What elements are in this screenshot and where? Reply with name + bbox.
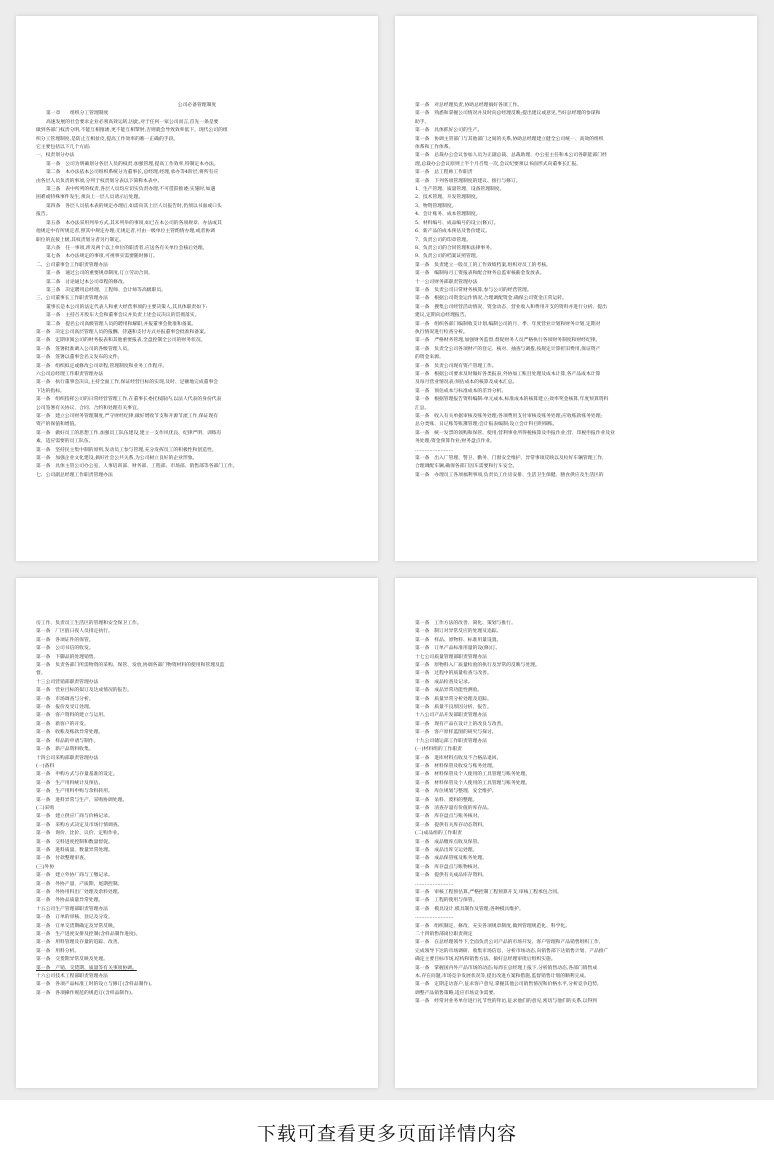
text-line: 第一条 清查存量有价值的库存品。 [415,805,492,811]
text-line: 第一条 交货期异常反映及处理。 [36,957,108,963]
text-line: 第一条 材料保管及个人使用的工具管理与账务处理。 [415,780,531,786]
text-line: 第一条 生产用料统计及预估。 [36,780,104,786]
text-line: 4、会计账务、成本管理制度。 [415,212,481,218]
text-line: 第一条 客户原样蓝图的研究与探讨。 [415,730,497,736]
text-line: 第一条 外协用料出厂处理及余料处理。 [36,890,123,895]
text-line: 第一条 成品出库交运处理。 [415,847,478,853]
text-line: (一)材料组的工作职责 [415,747,462,753]
text-line: 第一条 进料异常与生产、采购协调处理。 [36,797,128,803]
text-line: 第一条 生产进度安排及控制(含样品制作进度)。 [36,932,141,938]
text-line: 第一条 报价及受订处理。 [36,705,94,711]
text-line: 第一条 订单交货期确定及异常反映。 [36,923,118,929]
text-line: 确定主要目标市场,结构和销售方法。搞好总经理审批后组织实施。 [415,957,556,963]
text-line: 第一条 材料保管及个人使用的工具管理与账务处理。 [415,772,531,778]
text-line: 第一条 熟悉和掌握公司情况并及时向总经理反映;提出建议或意见,当好总经理的参谋和 [415,111,601,117]
text-line: 第一章 组织分工管理制度 [46,111,109,117]
text-line: 第一条 预估成本与标准成本的差异分析。 [415,388,507,394]
text-line: 第七条 本办法规定的事项,可视事实需要随时修订。 [46,254,158,260]
text-line: 第一条 决定公司高层管理人员的报酬、待遇和支付方式并报董事会批准和备案。 [36,329,209,335]
text-line: 二十四销售部岗位职责规定 [415,932,473,938]
text-line: 十八公司产品开发部职责管理办法 [415,713,487,719]
text-line: 第一条 外协产量、产质期、尾期控制。 [36,881,123,887]
text-line: 第一条 坚持民主集中制的原则,发动员工参与管理,充分发挥员工的积极性和创造性。 [36,447,217,453]
text-line: 第一条 具体抓好公司的生产。 [415,128,483,134]
text-line: 第一条 进料质量、数量异常处理。 [36,847,113,853]
text-line: 第一条 下脚品的处理销售。 [36,654,99,660]
text-line: 第一条 厂区值日夜人员排定执行。 [36,629,113,635]
text-line: 第一条 库存盘点与账务核对。 [415,814,483,820]
text-line: 第一条 样品、原物料、标准用量设置。 [415,637,502,643]
text-line: 第一条 建立供应厂商与价格记录。 [36,814,113,820]
text-line: 7、负责公司的印章管理。 [415,237,471,243]
text-line: 第一条 各项操作规范的规范订(含样品制作)。 [36,990,136,996]
text-line: 第一条 负责各部门所需物资的采购、保管、发放,协调各部门物资材料的使用和管理及监 [36,663,225,669]
text-line: 第一条 公司书信的收发。 [36,646,94,652]
text-line: 第二条 讨论通过本公司章程的修改。 [46,279,128,285]
text-line: 第一条 总裁办公会议参加人员为正副总裁、总裁助理、办公室主任和本公司各职能部门经 [415,153,607,159]
text-line: 及每月营业情况表;预估成本的核算及成本汇总。 [415,380,518,386]
text-line: 第一条 下列各项管理制度的建议、推行与修订。 [415,178,521,184]
text-line: 第一条 定期审阅公司的财务报表和其他重要报表,全盘控制全公司的财务状况。 [36,338,206,344]
text-line: 他规定中有所规定者,照其中规定办理;无规定者,可由一级单位主管酌情办理,或者协调 [36,229,215,235]
text-line: 第一条 建立外协厂商与工缴记录。 [36,873,113,879]
text-line: 第一条 新客户的开发。 [36,721,89,727]
text-line: 合理调配车辆,确保各部门因车需要和行车安全。 [415,464,518,470]
text-line: 第一条 进库材料点收及不合格品退回。 [415,755,502,761]
text-line: 第一条 具体主管公司办公室、人事培训部、财务部、工程部、市场部、销售部等各部门工作。 [36,464,238,470]
text-line: 报告。 [36,212,51,218]
text-line: 它主要包括以下几个方面: [36,145,91,151]
document-page-2 [395,16,757,561]
text-line: 8、负责公司的合同管理和法律事务。 [415,245,495,251]
text-line: 素、适应需要的员工队伍。 [36,439,94,445]
text-line: 房工作、负责员工生活区的管理和安全保卫工作。 [36,621,142,626]
text-line: 下达的指标。 [36,388,65,394]
text-line: 第一条 主持召开股东大会和董事会议并负责上述会议决议的贯彻落实。 [46,313,200,319]
text-line: 第一条 材料保管及收发与账务处理。 [415,763,497,769]
text-line: 公司必备管理制度 [177,103,217,108]
text-line: 第一条 原物料入厂质量检验的执行及异常的反映与处理。 [415,663,540,669]
text-line: 第一条 市场调查与分析。 [36,696,94,702]
text-line: 第一条 库位规划与整理、安全维护。 [415,789,497,795]
download-prompt-banner[interactable]: 下载可查看更多页面详情内容 [0,1100,774,1168]
text-line: 第一条 制订对异常反应的处理及追踪。 [415,629,502,635]
text-line: (二)成品组的工作职责 [415,831,462,837]
text-line: 第一条 做好员工的思想工作,加强员工队伍建设,建立一支作风优良、纪律严明、训练有 [36,430,222,436]
text-line: 第一条 收入有关单据审核及账务处理;各项费用支付审核及账务处理;应收账款账务处理; [415,414,603,420]
text-line: 第一条 签署批准调入公司的各级管理人员。 [36,346,132,352]
text-line: 第一条 工作方法的改善、简化、策划与推行。 [415,621,516,626]
document-page-1 [16,16,378,561]
text-line: 十六公司技术工程部职责管理办法 [36,974,108,980]
text-line: 第一条 执行董事会决议,主持全面工作,保证经营目标的实现,及时、足额地完成董事会 [36,380,219,386]
text-line: 第二条 本办法依本公司组织系统分为董事长,总经理,经理,承办等4阶层,将所有应 [46,170,219,176]
text-line: 第一条 库存盘点与账物核对。 [415,864,483,870]
text-line: 第一条 营业目标的拟订及达成情况的报告。 [36,688,132,694]
text-line: 第一条 成品检查及记录。 [415,679,473,685]
text-line: 三、公司董事长工作职责管理办法 [36,296,108,302]
text-line: 务处理;资金预算作业;财务盘点作业。 [415,439,495,445]
text-line: 建议,定期向总经理报告。 [415,313,470,319]
text-line: 第二条 提名公司高级管理人员的聘用和解职,并报董事会批准和备案。 [46,321,197,327]
text-line: 第一条 采购方式决定及市场行情调查。 [36,822,123,828]
text-line: 第一条 组织制定、修改、充实各项规章制度,做到管理规范化、科学化。 [415,923,571,929]
text-line: 的资金来源。 [415,355,444,361]
text-line: 第一条 交料进度控制和数量督促。 [36,839,113,845]
text-line: 第一条 出入厂管理、警卫、勤务、门窗安全维护、异常事项反映以及检好车辆管理工作, [415,456,604,462]
text-line: 第一条 询价、比价、议价、定购作业。 [36,831,123,837]
text-line: 第四条 各层人员依本表的规定办理后,如需向其上层人员报告时,仍须以书面或口头 [46,203,222,209]
text-line: 困难或特殊事件发生,须向上一层人员请示后处理。 [36,195,144,201]
text-line: 织分工管理制度,是防止互相扯皮,提高工作效率的唯一正确的手段。 [36,136,179,142]
text-line: 第一条 加强企业文化建设,搞好社会公共关系,为公司树立良好的企业形象。 [36,456,198,462]
text-line: (一)备料 [36,763,55,769]
text-line: 第一条 公司为明确划分各层人员的权责,加强管理,提高工作效率,特制定本办法。 [46,161,219,167]
text-line: 第一条 负责建立一般员工的工作效绩档案,组织对员工的考核。 [415,262,551,268]
text-line: 1、生产管理、质量管理、设备管理制度。 [415,187,505,193]
text-line: 六公司总经理工作职责管理办法 [36,372,104,377]
text-line: 第一条 生产用料申购与余料转用。 [36,789,113,795]
text-line: 督。 [36,671,46,677]
text-line: 第五条 本办法采用列举方式,其未列举的事项,如已在本公司的各项规章、办法或其 [46,220,222,226]
text-line: 3、物资管理制度。 [415,203,457,209]
text-line: 9、负责公司的档案证照管理。 [415,254,481,260]
text-line: 本,存在问题,市场竞争发展状况等,提出改进方案和措施,监督销售计划的顺利完成。 [415,974,589,980]
text-line: 十五公司生产管理部职责管理办法 [36,906,108,912]
text-line: 第一条 外协品质量异常处理。 [36,898,104,904]
text-line: 董事长是本公司的法定代表人和重大经营事项的主要决策人,其具体职责如下: [46,304,208,310]
text-line: 第一条 成品缴库点收及保管。 [415,839,483,845]
text-line: 第一条 组织指挥公司的日常经营管理工作,在董事长委托权限内,以法人代表的身份代表 [36,397,222,403]
text-line: 由各层人员负责的事项,分列于权责划分表以下简称本表中。 [36,178,163,184]
text-line: 第一条 通过公司的重要规章制度,订立劳动合同。 [46,271,154,277]
text-line: 第一条 组织各部门编制收支计划,编制公司的月、季、年度营业计划和财务计划,定期对 [415,321,601,327]
text-line: 第一条 负责公司日常财务核算,参与公司的经营管理。 [415,287,532,293]
text-line: 第一条 过程中的质量检查与改善。 [415,671,492,677]
text-line: 第一条 建立公司财务管理制度,严守财经纪律,做好增收节支和开源节流工作,保证现有 [36,414,219,420]
text-line: 第一条 搜集公司经营活动情况、资金动态、营业收入和费用开支的资料并进行分析、提出 [415,304,607,310]
text-line: 第一条 工程的使用与保管。 [415,898,478,904]
text-line: 助手。 [415,119,430,125]
document-page-4 [395,578,757,1088]
text-line: 第一条 付款整理审查。 [36,856,89,862]
text-line: 第一条 收账及账款异常处理。 [36,730,104,736]
text-line: 第一条 各项产品标准工时的设立与修订(含样品制作)。 [36,982,155,988]
text-line: 第一条 产销、交货期、质量等有关事项协调。 [36,965,137,971]
text-line: 七、公司副总经理工作职责管理办法 [36,472,113,478]
text-line: 第一条 负责公司现有资产管理工作。 [415,363,497,369]
text-line: 第一条 经常对业务单位进行礼节性的拜访,征求他们的意见,密切与他们的关系,以得到 [415,999,598,1005]
text-line: 第一条 成品异常功能性测验。 [415,688,483,694]
text-line: 总分类账、日记账等账簿管理;会计报表编制;设立会计科目明细账。 [415,422,558,428]
text-line: 第一条 对总经理负责,协助总经理搞好各项工作。 [415,103,523,108]
text-line: (三)外协 [36,864,55,870]
text-line: 第一条 提供有关成品库存资料。 [415,873,487,879]
text-line: 第一条 协调主管部门与其他部门之间的关系,协助总经理建立健全公司统一、高效的组织 [415,136,604,142]
text-line: 十九公司储运部工作职责管理办法 [415,738,487,744]
text-line: 第三条 表中所列的权责,各层人员均应切实负责办理,不可借辞推诿;实施时,如遇 [46,187,216,193]
text-line: 第一条 质量不良原因分析、报告。 [415,705,492,711]
text-line: 6、新产品的成本预估及售价建议。 [415,229,491,235]
text-line: 2、技术管理、开发管理制度。 [415,195,481,201]
text-line: 完成领导下达的市场调研、收集市场信息、分析市场动态,向销售部下达销售计划、产品推广 [415,948,609,954]
text-line: …………………… [415,447,454,453]
text-line: 汇总。 [415,405,430,411]
text-line: 第一条 根据公司资金运作情况,合理调配资金,确保公司资金正常运转。 [415,296,567,302]
text-line: 第一条 严格财务管理,加强财务监督,督促财务人员严格执行各项财务制度和财经纪律。 [415,338,601,344]
text-line: 理,总裁办公会议原则上半个月召集一次,会议纪要须以书面形式向董事长汇报。 [415,161,582,167]
text-line: 第一条 定期走访客户,征求客户意见,掌握其他公司销售情况和价格水平,分析竞争趋势, [415,982,599,988]
text-line: 第一条 在总经理领导下,全面负责公司产品的市场开发、客户管理和产品销售组织工作, [415,940,601,946]
text-line: 第一条 用料分析。 [36,948,80,954]
text-line: 第一条 成品保管账及账务处理。 [415,856,487,862]
text-line: 一、权责划分办法 [36,153,75,159]
text-line: 体系和工作体系。 [415,145,454,151]
text-line: 执行情况进行检查分析。 [415,329,468,335]
text-line: (二)采购 [36,805,55,811]
text-line: 十四公司采购部职责管理办法 [36,755,99,761]
text-line: 第一条 签署以董事会名义发布的文件。 [36,355,123,361]
text-line: 第一条 编制每月工资报表和配合财务总监审核薪金发放表。 [415,271,545,277]
text-line: 第一条 掌握国内外产品市场的动态;每周在总经理上报下,分析销售动态,各部门销售成 [415,965,598,971]
text-line: 第一条 质量异常分析处理及追踪。 [415,696,492,702]
text-line: 第一条 用料管理及存量的追踪、改善。 [36,940,123,946]
text-line: 十三公司营销部职责管理办法 [36,679,99,685]
text-line: 高速发展的社会要求企业必须高效运转,因此,对于任何一家公司而言,首先一条是要 [46,119,219,125]
text-line: 十七公司质量管理部职责管理办法 [415,654,487,660]
text-line: 二、公司董事会工作职责管理办法 [36,262,108,268]
text-line: 职位的直接上级,其权责划分者另行制定。 [36,237,124,243]
text-line: 第一条 客户资料的建立与运用。 [36,713,108,719]
text-line: 第一条 总工程师工作职责 [415,170,473,176]
text-line: 第三条 决定聘用总经理、工程师、会计师等高级职员。 [46,287,166,293]
text-line: 第一条 样品的申请与制作。 [36,738,99,744]
text-line: 第一条 根据管理报告资料编制:单元成本,标准成本的核算建立;效率奖金核算,年度预算资料 [415,397,609,403]
text-line: …………………… [415,881,454,887]
text-line: 第一条 订单的审核、登记及分发。 [36,915,113,921]
text-line: 第一条 根据公司要求及时做好各类报表,外协加工账目处理及成本计算,各产品成本计算 [415,372,601,377]
text-line: 第一条 负责全公司各项财产的登记、核对、抽查与调拨,按规定计算折旧费用,保证资产 [415,346,601,352]
text-line: 第一条 模具设计,模具制作及管理;各种模具维护。 [415,906,524,912]
text-line: 第一条 申购方式与存量基准的设定。 [36,772,118,778]
text-line: 第一条 提供有关库存动态资料。 [415,822,487,828]
text-line: 第一条 现有产品在设计上的改良与改善。 [415,721,507,727]
text-line: 第一条 呆料、废料的整理。 [415,797,478,803]
text-line: 第一条 办理员工各项福利事项,负责员工住房安排、生活卫生保健、膳食供应及生活区的 [415,472,604,478]
text-line: 十一公司财务部职责管理办法 [415,279,478,285]
text-line: 第一条 统一发票的领购和保管、使用;营利事业所得税核算及申报作业;营、印税申报作业及业 [415,430,615,436]
text-line: 第六条 任一事项,涉及两个以上单位的职责者,应送各有关单位会核后处理。 [46,245,208,251]
text-line: 调整产品销售策略,适应市场竞争需要。 [415,990,499,996]
text-line: 第一条 审核工程预估算,严格控制工程预算开支,审核工程承包合同。 [415,890,562,895]
text-line: 第一条 各项证件的保管。 [36,637,94,643]
text-line: 第一条 订单产品标准用量的设(修)订。 [415,646,501,652]
text-line: 第一条 新产品资料收集。 [36,747,94,753]
text-line: …………………… [415,915,454,921]
document-page-3 [16,578,378,1088]
text-line: 第一条 组织拟定或修改公司章程,管理制度和业务工作程序。 [36,363,168,369]
text-line: 公司签署有关协议、合同、合约和处理有关事宜。 [36,405,142,411]
text-line: 资产的保值和增值。 [36,422,80,428]
text-line: 做到各部门权责分明,不能互相推诿,更不能互相掣肘,否则就会导致效率低下。现代公司的组 [36,128,228,134]
text-line: 5、材料编号、成品编号的设立(修)订。 [415,220,499,226]
